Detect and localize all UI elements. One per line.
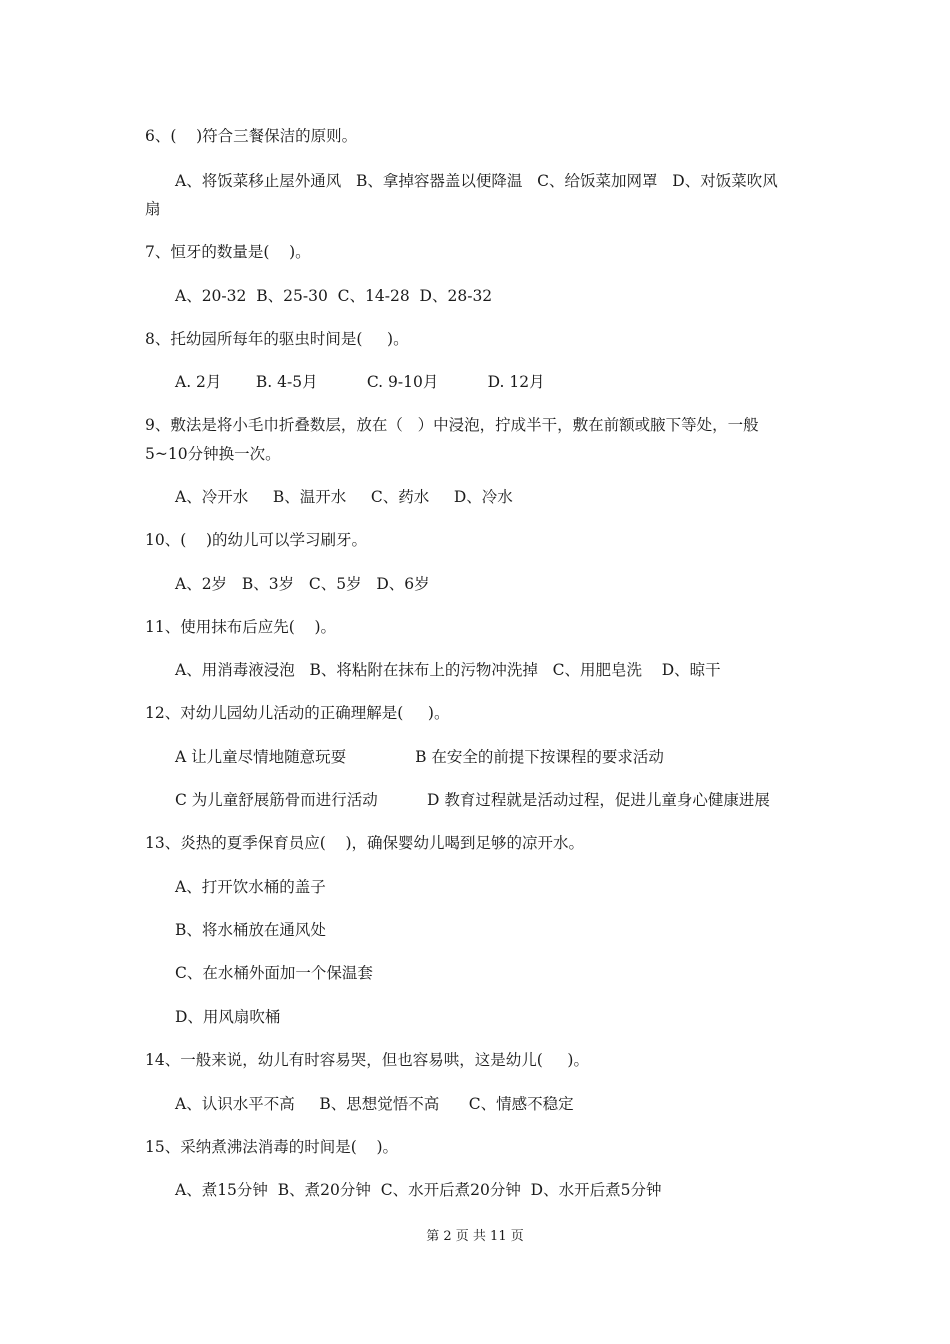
question-13-option-d: D、用风扇吹桶 [175, 1008, 281, 1026]
question-6-options-continued: 扇 [145, 200, 161, 218]
question-14-options: A、认识水平不高 B、思想觉悟不高 C、情感不稳定 [175, 1095, 574, 1113]
question-6-options: A、将饭菜移止屋外通风 B、拿掉容器盖以便降温 C、给饭菜加网罩 D、对饭菜吹风 [175, 172, 778, 190]
question-11-options: A、用消毒液浸泡 B、将粘附在抹布上的污物冲洗掉 C、用肥皂洗 D、晾干 [175, 661, 721, 679]
page-footer: 第 2 页 共 11 页 [426, 1229, 524, 1244]
question-10-options: A、2岁 B、3岁 C、5岁 D、6岁 [175, 575, 430, 593]
question-8-options: A. 2月 B. 4-5月 C. 9-10月 D. 12月 [175, 373, 545, 391]
question-9-stem-continued: 5~10分钟换一次。 [145, 445, 281, 463]
question-6-stem: 6、( )符合三餐保洁的原则。 [145, 127, 358, 145]
question-13-option-a: A、打开饮水桶的盖子 [175, 878, 326, 896]
question-12-options-row1: A 让儿童尽情地随意玩耍 B 在安全的前提下按课程的要求活动 [175, 748, 664, 766]
question-10-stem: 10、( )的幼儿可以学习刷牙。 [145, 531, 368, 549]
question-7-options: A、20-32 B、25-30 C、14-28 D、28-32 [175, 287, 493, 305]
question-13-option-b: B、将水桶放在通风处 [175, 921, 326, 939]
question-13-stem: 13、炎热的夏季保育员应( )，确保婴幼儿喝到足够的凉开水。 [145, 834, 585, 852]
question-9-options: A、冷开水 B、温开水 C、药水 D、冷水 [175, 488, 513, 506]
question-13-option-c: C、在水桶外面加一个保温套 [175, 964, 373, 982]
question-8-stem: 8、托幼园所每年的驱虫时间是( )。 [145, 330, 409, 348]
question-12-stem: 12、对幼儿园幼儿活动的正确理解是( )。 [145, 704, 450, 722]
question-11-stem: 11、使用抹布后应先( )。 [145, 618, 337, 636]
question-7-stem: 7、恒牙的数量是( )。 [145, 243, 311, 261]
question-12-options-row2: C 为儿童舒展筋骨而进行活动 D 教育过程就是活动过程，促进儿童身心健康进展 [175, 791, 770, 809]
question-15-stem: 15、采纳煮沸法消毒的时间是( )。 [145, 1138, 399, 1156]
question-15-options: A、煮15分钟 B、煮20分钟 C、水开后煮20分钟 D、水开后煮5分钟 [175, 1181, 662, 1199]
question-14-stem: 14、一般来说，幼儿有时容易哭，但也容易哄，这是幼儿( )。 [145, 1051, 589, 1069]
question-9-stem: 9、敷法是将小毛巾折叠数层，放在（ ）中浸泡，拧成半干，敷在前额或腋下等处，一般 [145, 416, 759, 434]
